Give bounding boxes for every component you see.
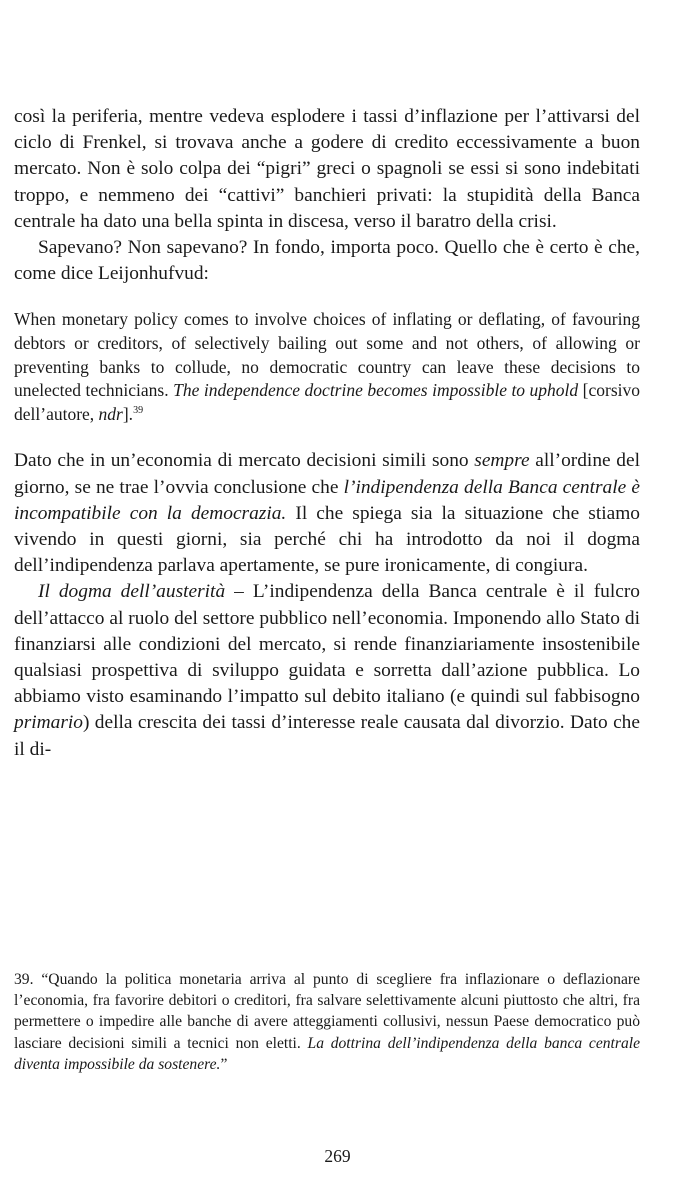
- block-quote: [14, 308, 640, 426]
- paragraph-3: [14, 448, 640, 579]
- paragraph-3-italic-2: l’indipendenza della Banca centrale è incompatibile con la democrazia.: [14, 476, 640, 524]
- footnote-text: 39. “Quando la politica monetaria arriva al punto di scegliere fra inflazionare o deflazionare l’economia, fra favorire debitori o creditori, fra salvare selettivamente alcuni piuttosto che altri, fra permettere o impedire alle banche di avere atteggiamenti collusivi, nessun Paese democratico può lasciare decisioni simili a tecnici non eletti.: [14, 971, 640, 1052]
- paragraph-1-text: così la periferia, mentre vedeva esplodere i tassi d’inflazione per l’attivarsi del ciclo di Frenkel, si trovava anche a godere di credito eccessivamente a buon mercato. Non è solo colpa dei “pigri” greci o spagnoli se essi si sono indebitati troppo, e nemmeno dei “cattivi” banchieri privati: la stupidità della Banca centrale ha dato una bella spinta in discesa, verso il baratro della crisi.: [14, 106, 640, 232]
- quote-italic: The independence doctrine becomes impossible to uphold: [173, 380, 579, 401]
- section-heading-inline: Il dogma dell’austerità: [38, 581, 226, 603]
- quote-ndr: ndr: [98, 403, 123, 424]
- paragraph-2: [14, 235, 640, 287]
- paragraph-3-italic-1: sempre: [474, 450, 530, 472]
- footnote-italic: La dottrina dell’indipendenza della banca centrale diventa impossibile da sostenere.: [14, 1034, 641, 1073]
- paragraph-2-text: Sapevano? Non sapevano? In fondo, importa poco. Quello che è certo è che, come dice Leijonhufvud:: [14, 237, 640, 285]
- paragraph-4-italic: primario: [14, 712, 83, 734]
- page-body: [14, 104, 640, 763]
- quote-bracket-open: [corsivo dell’autore,: [14, 380, 641, 424]
- paragraph-3-text-1: Dato che in un’economia di mercato decisioni simili sono: [14, 450, 475, 472]
- footnote-close: ”: [220, 1055, 228, 1073]
- paragraph-3-text-3: Il che spiega sia la situazione che stiamo vivendo in questi giorni, sia perché chi ha introdotto da noi il dogma dell’indipendenza parlava apertamente, se pure ironicamente, di congiura.: [14, 502, 640, 577]
- paragraph-4-text-2: ) della crescita dei tassi d’interesse reale causata dal divorzio. Dato che il di-: [14, 712, 640, 760]
- footnote-reference: 39: [133, 404, 144, 416]
- paragraph-1: [14, 104, 640, 235]
- quote-text: When monetary policy comes to involve choices of inflating or deflating, of favouring debtors or creditors, of selectively bailing out some and not others, of allowing or preventing banks to collude, no democratic country can leave these decisions to unelected technicians.: [14, 309, 640, 401]
- page-number: 269: [324, 1146, 351, 1166]
- footnote-39: [14, 969, 640, 1075]
- paragraph-4-text-1: – L’indipendenza della Banca centrale è il fulcro dell’attacco al ruolo del settore pubblico nell’economia. Imponendo allo Stato di finanziarsi alle condizioni del mercato, si rende finanziariamente insostenibile qualsiasi prospettiva di sviluppo guidata e sorretta dall’azione pubblica. Lo abbiamo visto esaminando l’impatto sul debito italiano (e quindi sul fabbisogno: [14, 581, 640, 708]
- quote-bracket-close: ].: [122, 403, 134, 424]
- paragraph-4: [14, 579, 640, 762]
- paragraph-3-text-2: all’ordine del giorno, se ne trae l’ovvia conclusione che: [14, 450, 640, 498]
